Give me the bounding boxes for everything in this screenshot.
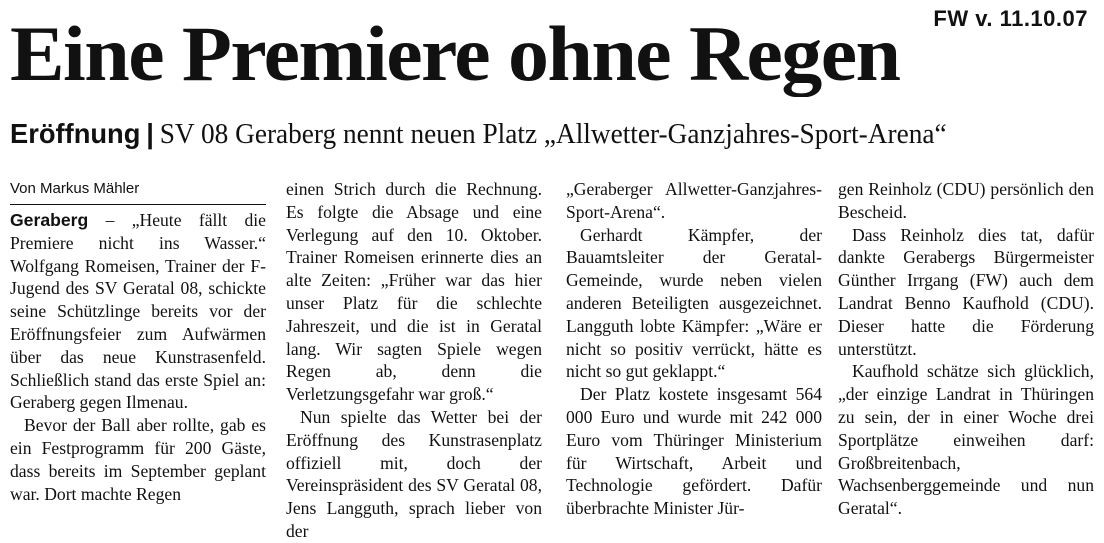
paragraph-text: – „Heute fällt die Premiere nicht ins Wasser.“ Wolfgang Romeisen, Trainer der F-Jugend des SV Geratal 08, schickte seine Schützlinge bereits vor der Eröffnungsfeier zum Aufwärmen über das neue Kunstrasenfeld. Schließlich stand das erste Spiel an: Geraberg gegen Ilmenau. xyxy=(10,210,266,413)
paragraph: Dass Reinholz dies tat, dafür dankte Gerabergs Bürgermeister Günther Irrgang (FW) auch dem Landrat Benno Kaufhold (CDU). Dieser hatte die Förderung unterstützt. xyxy=(838,224,1094,359)
article-body xyxy=(10,178,1094,541)
headline: Eine Premiere ohne Regen xyxy=(10,10,900,97)
subhead-text: SV 08 Geraberg nennt neuen Platz „Allwetter-Ganzjahres-Sport-Arena“ xyxy=(159,119,947,150)
paragraph: gen Reinholz (CDU) persönlich den Bescheid. xyxy=(838,179,1094,222)
column-1 xyxy=(10,178,266,505)
paragraph xyxy=(10,209,266,414)
subhead-separator: | xyxy=(146,118,154,149)
paragraph: Nun spielte das Wetter bei der Eröffnung des Kunstrasenplatz offiziell mit, doch der Vereinspräsident des SV Geratal 08, Jens Langguth, sprach lieber von der xyxy=(286,406,542,541)
column-3 xyxy=(566,178,822,520)
paragraph: Kaufhold schätze sich glücklich, „der einzige Landrat in Thüringen zu sein, der in einer Woche drei Sportplätze einweihen darf: Großbreitenbach, Wachsenberggemeinde und nun Geratal“. xyxy=(838,361,1094,519)
paragraph: Gerhardt Kämpfer, der Bauamtsleiter der Geratal-Gemeinde, wurde neben vielen anderen Beteiligten ausgezeichnet. Langguth lobte Kämpfer: „Wäre er nicht so positiv verrückt, hätte es nicht so gut geklappt.“ xyxy=(566,224,822,382)
paragraph: Bevor der Ball aber rollte, gab es ein Festprogramm für 200 Gäste, dass bereits im September geplant war. Dort machte Regen xyxy=(10,415,266,504)
paragraph: Der Platz kostete insgesamt 564 000 Euro und wurde mit 242 000 Euro vom Thüringer Ministerium für Wirtschaft, Arbeit und Technologie gefördert. Dafür überbrachte Minister Jür- xyxy=(566,384,822,519)
subhead-kicker: Eröffnung xyxy=(10,118,141,149)
subheadline xyxy=(10,114,1067,155)
source-date-tag: FW v. 11.10.07 xyxy=(933,6,1088,31)
column-4 xyxy=(838,178,1094,520)
paragraph: „Geraberger Allwetter-Ganzjahres-Sport-Arena“. xyxy=(566,179,822,222)
column-2 xyxy=(286,178,542,543)
dateline: Geraberg xyxy=(10,210,89,230)
paragraph: einen Strich durch die Rechnung. Es folgte die Absage und eine Verlegung auf den 10. Oktober. Trainer Romeisen erinnerte dies an alte Zeiten: „Früher war das hier unser Platz für die schlechte Jahreszeit, und die ist in Geratal lang. Wir sagten Spiele wegen Regen ab, denn die Verletzungsgefahr war groß.“ xyxy=(286,179,542,405)
byline: Von Markus Mähler xyxy=(10,178,266,205)
